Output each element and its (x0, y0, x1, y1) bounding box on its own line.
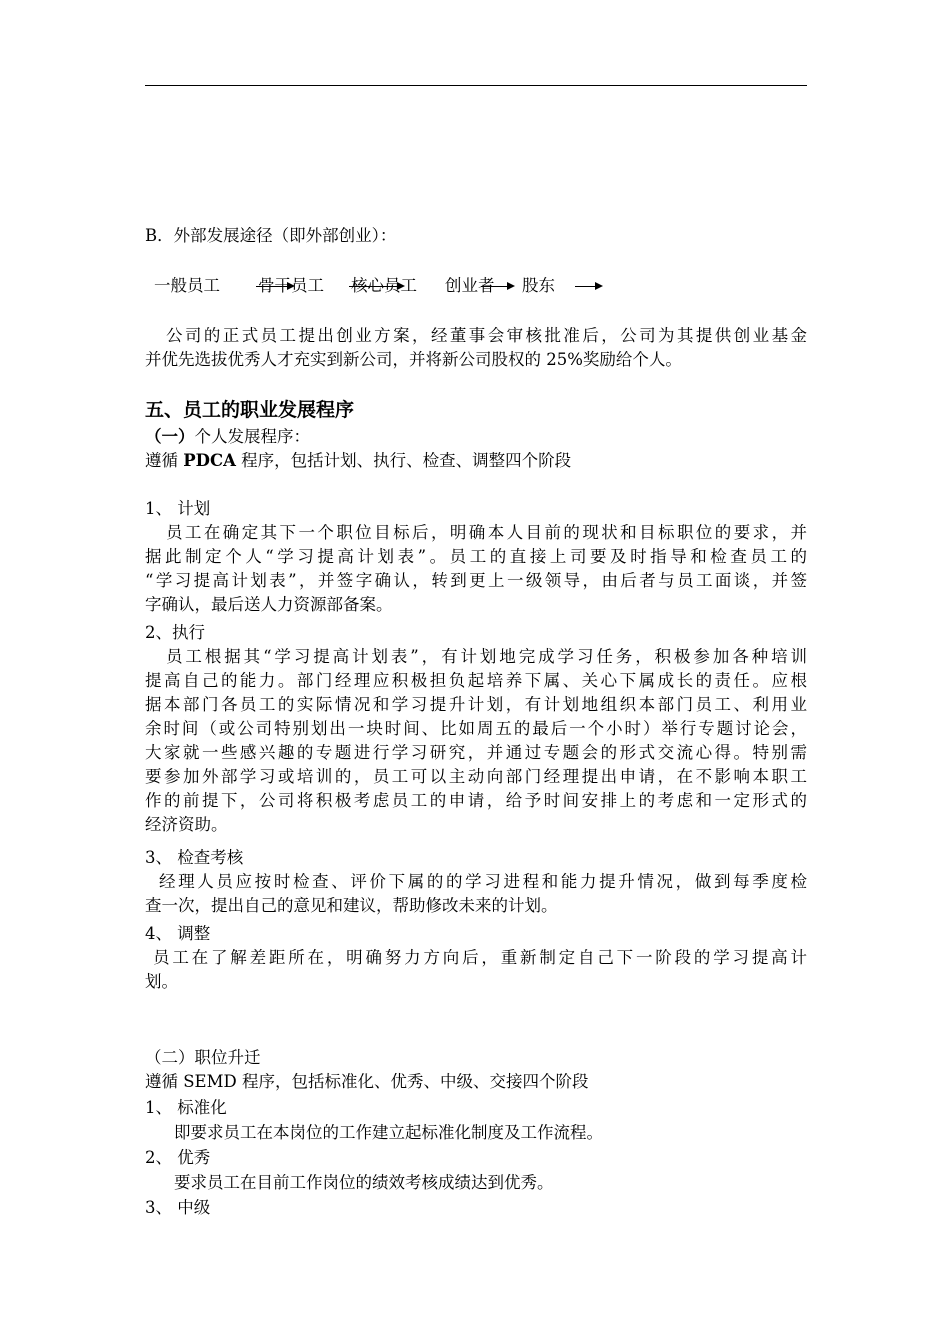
step-execute-title: 2、执行 (145, 623, 205, 642)
venture-paragraph-line-1: 公司的正式员工提出创业方案，经董事会审核批准后，公司为其提供创业基金 (166, 326, 807, 345)
plan-line-2: 据此制定个人“学习提高计划表”。员工的直接上司要及时指导和检查员工的 (145, 547, 807, 566)
promo-step-3-title: 3、 中级 (145, 1198, 211, 1217)
plan-line-4: 字确认，最后送人力资源部备案。 (145, 595, 393, 614)
subsection-mark: （一） (145, 427, 195, 446)
arrow-right-icon (575, 286, 601, 287)
chain-step-5: 股东 (522, 276, 555, 295)
plan-line-3: “学习提高计划表”，并签字确认，转到更上一级领导，由后者与员工面谈，并签 (145, 571, 807, 590)
venture-paragraph-line-2: 并优先选拔优秀人才充实到新公司，并将新公司股权的 25%奖励给个人。 (145, 350, 682, 369)
promo-step-1-title: 1、 标准化 (145, 1098, 227, 1117)
subsection-personal-title (145, 425, 807, 449)
promo-step-2-title: 2、 优秀 (145, 1148, 211, 1167)
subsection-label: 个人发展程序： (194, 427, 310, 446)
chain-step-2: 骨干员工 (258, 276, 324, 295)
execute-line-7: 作的前提下，公司将积极考虑员工的申请，给予时间安排上的考虑和一定形式的 (145, 791, 807, 810)
step-adjust-title: 4、 调整 (145, 924, 211, 943)
promo-step-2-text: 要求员工在目前工作岗位的绩效考核成绩达到优秀。 (174, 1173, 554, 1192)
execute-line-8: 经济资助。 (145, 815, 228, 834)
chain-step-1: 一般员工 (154, 276, 220, 295)
check-line-1: 经理人员应按时检查、评价下属的的学习进程和能力提升情况，做到每季度检 (159, 872, 807, 891)
pdca-pre: 遵循 (145, 451, 184, 470)
adjust-line-2: 划。 (145, 972, 178, 991)
execute-line-2: 提高自己的能力。部门经理应积极担负起培养下属、关心下属成长的责任。应根 (145, 671, 807, 690)
execute-line-5: 大家就一些感兴趣的专题进行学习研究，并通过专题会的形式交流心得。特别需 (145, 743, 807, 762)
pdca-intro (145, 449, 807, 473)
promo-step-1-text: 即要求员工在本岗位的工作建立起标准化制度及工作流程。 (174, 1123, 603, 1142)
pdca-post: 程序，包括计划、执行、检查、调整四个阶段 (235, 451, 572, 470)
subsection-promotion-title: （二）职位升迁 (145, 1048, 261, 1067)
external-path-heading: B．外部发展途径（即外部创业）： (145, 226, 397, 245)
execute-line-4: 余时间（或公司特别划出一块时间、比如周五的最后一个小时）举行专题讨论会， (145, 719, 807, 738)
execute-line-6: 要参加外部学习或培训的，员工可以主动向部门经理提出申请，在不影响本职工 (145, 767, 807, 786)
chain-step-3: 核心员工 (351, 276, 417, 295)
arrow-right-icon (256, 286, 293, 287)
step-plan-title: 1、 计划 (145, 499, 211, 518)
check-line-2: 查一次，提出自己的意见和建议，帮助修改未来的计划。 (145, 896, 558, 915)
arrow-right-icon (481, 286, 513, 287)
section-title: 五、员工的职业发展程序 (145, 399, 355, 421)
semd-intro: 遵循 SEMD 程序，包括标准化、优秀、中级、交接四个阶段 (145, 1072, 589, 1091)
execute-line-1: 员工根据其“学习提高计划表”，有计划地完成学习任务，积极参加各种培训 (166, 647, 807, 666)
arrow-right-icon (349, 286, 403, 287)
plan-line-1: 员工在确定其下一个职位目标后，明确本人目前的现状和目标职位的要求，并 (166, 523, 807, 542)
pdca-term: PDCA (183, 451, 236, 470)
chain-step-4: 创业者 (445, 276, 495, 295)
step-check-title: 3、 检查考核 (145, 848, 244, 867)
header-rule (145, 85, 807, 86)
execute-line-3: 据本部门各员工的实际情况和学习提升计划，有计划地组织本部门员工、利用业 (145, 695, 807, 714)
adjust-line-1: 员工在了解差距所在，明确努力方向后，重新制定自己下一阶段的学习提高计 (153, 948, 807, 967)
